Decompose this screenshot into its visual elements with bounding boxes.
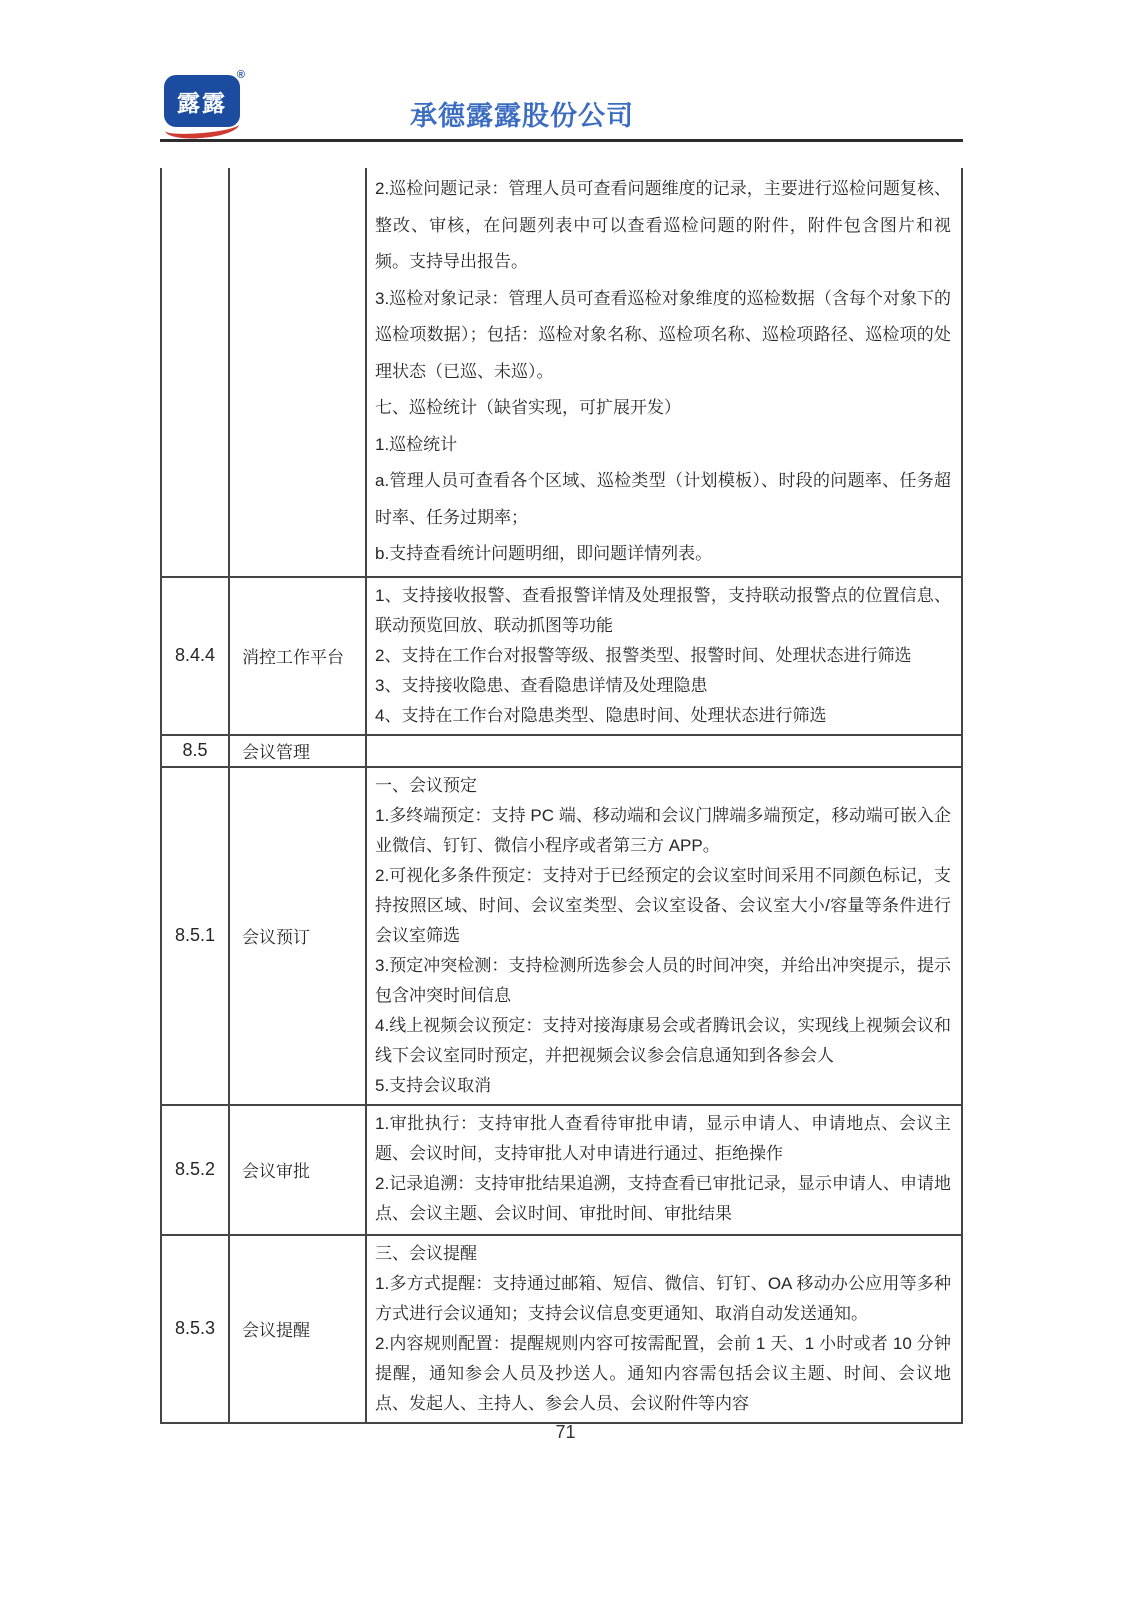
requirement-paragraph: 2.记录追溯：支持审批结果追溯，支持查看已审批记录，显示申请人、申请地点、会议主题、会议时间、审批时间、审批结果 bbox=[375, 1173, 951, 1223]
row-content-cell bbox=[366, 168, 962, 577]
table-row bbox=[161, 735, 962, 767]
row-content-cell bbox=[366, 767, 962, 1105]
registered-mark-icon: ® bbox=[236, 69, 245, 81]
page-number: 71 bbox=[555, 1422, 576, 1442]
row-content-cell bbox=[366, 1235, 962, 1423]
page-title: 承德露露股份公司 bbox=[410, 101, 634, 131]
requirement-paragraph: 2.巡检问题记录：管理人员可查看问题维度的记录，主要进行巡检问题复核、整改、审核，在问题列表中可以查看巡检问题的附件，附件包含图片和视频。支持导出报告。 bbox=[375, 179, 951, 271]
requirement-paragraph: 1.多方式提醒：支持通过邮箱、短信、微信、钉钉、OA 移动办公应用等多种方式进行会议通知；支持会议信息变更通知、取消自动发送通知。 bbox=[375, 1273, 951, 1323]
row-id-cell: 8.5.2 bbox=[161, 1105, 229, 1235]
requirement-paragraph: 4、支持在工作台对隐患类型、隐患时间、处理状态进行筛选 bbox=[375, 705, 827, 725]
row-name-cell: 会议审批 bbox=[229, 1105, 366, 1235]
logo-text: 露露 bbox=[164, 75, 240, 127]
requirement-paragraph: b.支持查看统计问题明细，即问题详情列表。 bbox=[375, 544, 713, 563]
requirement-paragraph: 2.可视化多条件预定：支持对于已经预定的会议室时间采用不同颜色标记，支持按照区域、时间、会议室类型、会议室设备、会议室大小/容量等条件进行会议室筛选 bbox=[375, 865, 951, 945]
requirement-paragraph: 三、会议提醒 bbox=[375, 1243, 477, 1263]
requirement-paragraph: 3.巡检对象记录：管理人员可查看巡检对象维度的巡检数据（含每个对象下的巡检项数据）；包括：巡检对象名称、巡检项名称、巡检项路径、巡检项的处理状态（已巡、未巡）。 bbox=[375, 288, 951, 381]
row-name-cell: 会议预订 bbox=[229, 767, 366, 1105]
requirement-paragraph: 4.线上视频会议预定：支持对接海康易会或者腾讯会议，实现线上视频会议和线下会议室同时预定，并把视频会议参会信息通知到各参会人 bbox=[375, 1015, 951, 1065]
company-logo bbox=[164, 69, 245, 139]
requirement-paragraph: 1.多终端预定：支持 PC 端、移动端和会议门牌端多端预定，移动端可嵌入企业微信、钉钉、微信小程序或者第三方 APP。 bbox=[375, 805, 951, 855]
row-name-cell: 会议提醒 bbox=[229, 1235, 366, 1423]
row-id-cell: 8.4.4 bbox=[161, 577, 229, 735]
requirement-paragraph: a.管理人员可查看各个区域、巡检类型（计划模板）、时段的问题率、任务超时率、任务过期率； bbox=[375, 471, 951, 527]
row-id-cell bbox=[161, 168, 229, 577]
table-row bbox=[161, 577, 962, 735]
requirement-paragraph: 1、支持接收报警、查看报警详情及处理报警，支持联动报警点的位置信息、联动预览回放、联动抓图等功能 bbox=[375, 585, 951, 635]
header-divider bbox=[160, 139, 963, 142]
table-row bbox=[161, 1235, 962, 1423]
row-content-cell bbox=[366, 735, 962, 767]
row-content-cell bbox=[366, 1105, 962, 1235]
row-name-cell: 会议管理 bbox=[229, 735, 366, 767]
row-id-cell: 8.5.3 bbox=[161, 1235, 229, 1423]
requirement-paragraph: 一、会议预定 bbox=[375, 775, 477, 795]
requirement-paragraph: 2.内容规则配置：提醒规则内容可按需配置，会前 1 天、1 小时或者 10 分钟提醒，通知参会人员及抄送人。通知内容需包括会议主题、时间、会议地点、发起人、主持人、参会人员、会议附件等内容 bbox=[375, 1333, 951, 1413]
table-row bbox=[161, 767, 962, 1105]
requirement-paragraph: 3.预定冲突检测：支持检测所选参会人员的时间冲突，并给出冲突提示，提示包含冲突时间信息 bbox=[375, 955, 951, 1005]
row-id-cell: 8.5.1 bbox=[161, 767, 229, 1105]
row-id-cell: 8.5 bbox=[161, 735, 229, 767]
requirement-paragraph: 5.支持会议取消 bbox=[375, 1075, 492, 1095]
requirement-paragraph: 3、支持接收隐患、查看隐患详情及处理隐患 bbox=[375, 675, 708, 695]
row-content-cell bbox=[366, 577, 962, 735]
requirements-table bbox=[160, 168, 963, 1424]
table-row bbox=[161, 1105, 962, 1235]
row-name-cell: 消控工作平台 bbox=[229, 577, 366, 735]
table-row bbox=[161, 168, 962, 577]
requirement-paragraph: 1.审批执行：支持审批人查看待审批申请，显示申请人、申请地点、会议主题、会议时间，支持审批人对申请进行通过、拒绝操作 bbox=[375, 1113, 951, 1163]
requirement-paragraph: 七、巡检统计（缺省实现，可扩展开发） bbox=[375, 398, 681, 417]
requirement-paragraph: 1.巡检统计 bbox=[375, 434, 458, 454]
requirement-paragraph: 2、支持在工作台对报警等级、报警类型、报警时间、处理状态进行筛选 bbox=[375, 645, 912, 665]
row-name-cell bbox=[229, 168, 366, 577]
